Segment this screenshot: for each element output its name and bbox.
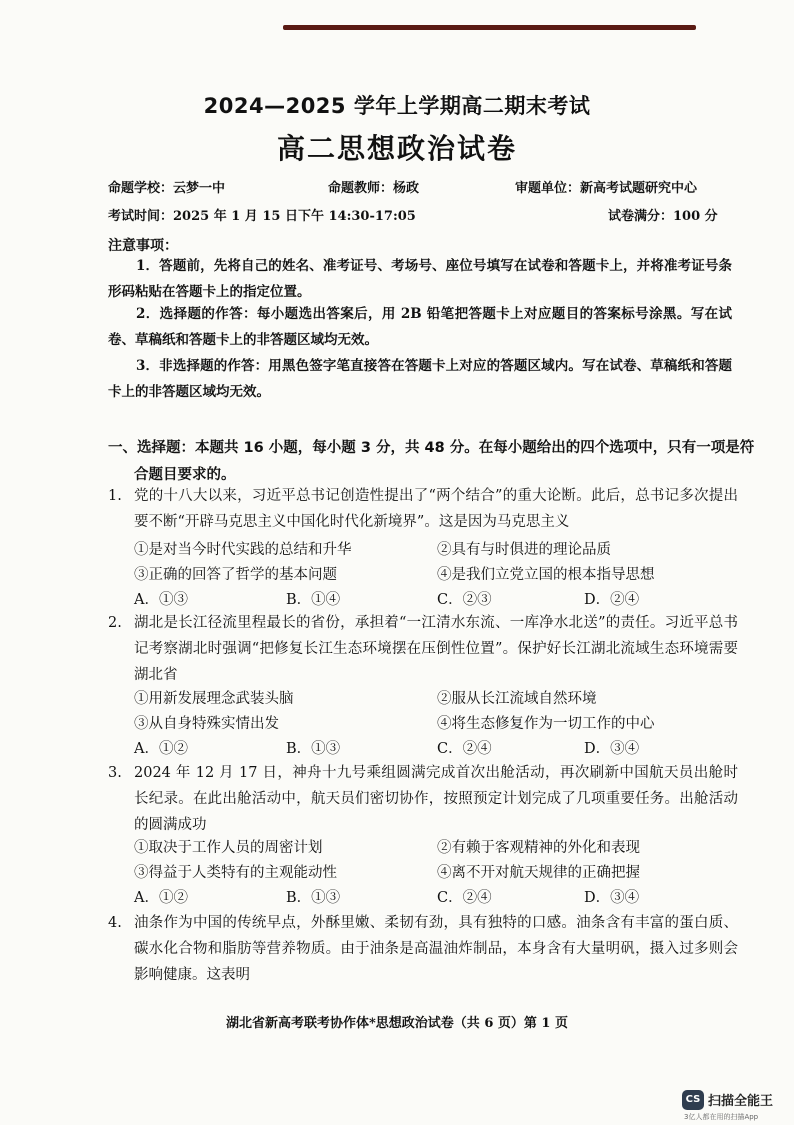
question-number: 3.: [108, 765, 122, 781]
meta-score: 试卷满分：100 分: [608, 209, 718, 224]
statement: ④将生态修复作为一切工作的中心: [437, 716, 655, 732]
page-footer: 湖北省新高考联考协作体*思想政治试卷（共 6 页）第 1 页: [226, 1016, 568, 1031]
statement: ③得益于人类特有的主观能动性: [134, 865, 337, 881]
choice-b: B．①③: [286, 741, 341, 757]
question-1: [108, 483, 738, 535]
statement: ③正确的回答了哲学的基本问题: [134, 567, 337, 583]
statement: ③从自身特殊实情出发: [134, 716, 279, 732]
notice-item: 1．答题前，先将自己的姓名、准考证号、考场号、座位号填写在试卷和答题卡上，并将准考证号条形码粘贴在答题卡上的指定位置。: [108, 258, 732, 300]
statement: ①取决于工作人员的周密计划: [134, 840, 323, 856]
meta-reviewer: 审题单位：新高考试题研究中心: [515, 181, 698, 196]
statement: ①是对当今时代实践的总结和升华: [134, 542, 352, 558]
top-decorative-bar: [283, 25, 696, 30]
meta-school: 命题学校：云梦一中: [108, 181, 226, 196]
choice-a: A．①②: [134, 890, 188, 906]
choice-d: D．③④: [584, 890, 640, 906]
statement: ②服从长江流域自然环境: [437, 691, 597, 707]
meta-time: 考试时间：2025 年 1 月 15 日下午 14:30-17:05: [108, 209, 416, 224]
statement: ④是我们立党立国的根本指导思想: [437, 567, 655, 583]
statement: ②有赖于客观精神的外化和表现: [437, 840, 640, 856]
statement: ②具有与时俱进的理论品质: [437, 542, 611, 558]
camscanner-logo-icon: CS: [682, 1090, 704, 1110]
choice-d: D．②④: [584, 592, 640, 608]
question-4: [108, 910, 738, 988]
choice-c: C．②③: [437, 592, 492, 608]
notice-item: 2．选择题的作答：每小题选出答案后，用 2B 铅笔把答题卡上对应题目的答案标号涂黑。写在试卷、草稿纸和答题卡上的非答题区域均无效。: [108, 306, 732, 348]
question-2: [108, 610, 738, 688]
question-stem: 党的十八大以来，习近平总书记创造性提出了“两个结合”的重大论断。此后，总书记多次提出要不断“开辟马克思主义中国化时代化新境界”。这是因为马克思主义: [134, 488, 738, 530]
exam-title: 2024—2025 学年上学期高二期末考试: [203, 94, 591, 118]
scanner-tagline: 3亿人都在用的扫描App: [684, 1113, 759, 1121]
statement: ①用新发展理念武装头脑: [134, 691, 294, 707]
question-stem: 油条作为中国的传统早点，外酥里嫩、柔韧有劲，具有独特的口感。油条含有丰富的蛋白质、碳水化合物和脂肪等营养物质。由于油条是高温油炸制品，本身含有大量明矾，摄入过多则会影响健康。这表明: [134, 915, 738, 983]
meta-teacher: 命题教师：杨政: [328, 181, 420, 196]
notice-heading: 注意事项：: [108, 238, 178, 254]
choice-b: B．①④: [286, 592, 341, 608]
choice-a: A．①②: [134, 741, 188, 757]
statement: ④离不开对航天规律的正确把握: [437, 865, 640, 881]
question-stem: 2024 年 12 月 17 日，神舟十九号乘组圆满完成首次出舱活动，再次刷新中国航天员出舱时长纪录。在此出舱活动中，航天员们密切协作，按照预定计划完成了几项重要任务。出舱活动的圆满成功: [134, 765, 738, 833]
question-number: 1.: [108, 488, 122, 504]
scanner-app-name: 扫描全能王: [708, 1094, 774, 1109]
question-number: 2.: [108, 615, 122, 631]
choice-c: C．②④: [437, 741, 492, 757]
paper-title: 高二思想政治试卷: [276, 132, 517, 165]
choice-c: C．②④: [437, 890, 492, 906]
question-stem: 湖北是长江径流里程最长的省份，承担着“一江清水东流、一库净水北送”的责任。习近平总书记考察湖北时强调“把修复长江生态环境摆在压倒性位置”。保护好长江湖北流域生态环境需要湖北省: [134, 615, 738, 683]
section-title: 一、选择题：本题共 16 小题，每小题 3 分，共 48 分。在每小题给出的四个选项中，只有一项是符合题目要求的。: [108, 440, 755, 483]
notice-item: 3．非选择题的作答：用黑色签字笔直接答在答题卡上对应的答题区域内。写在试卷、草稿纸和答题卡上的非答题区域均无效。: [108, 358, 732, 400]
question-number: 4.: [108, 915, 122, 931]
choice-b: B．①③: [286, 890, 341, 906]
choice-d: D．③④: [584, 741, 640, 757]
choice-a: A．①③: [134, 592, 188, 608]
question-3: [108, 760, 738, 838]
